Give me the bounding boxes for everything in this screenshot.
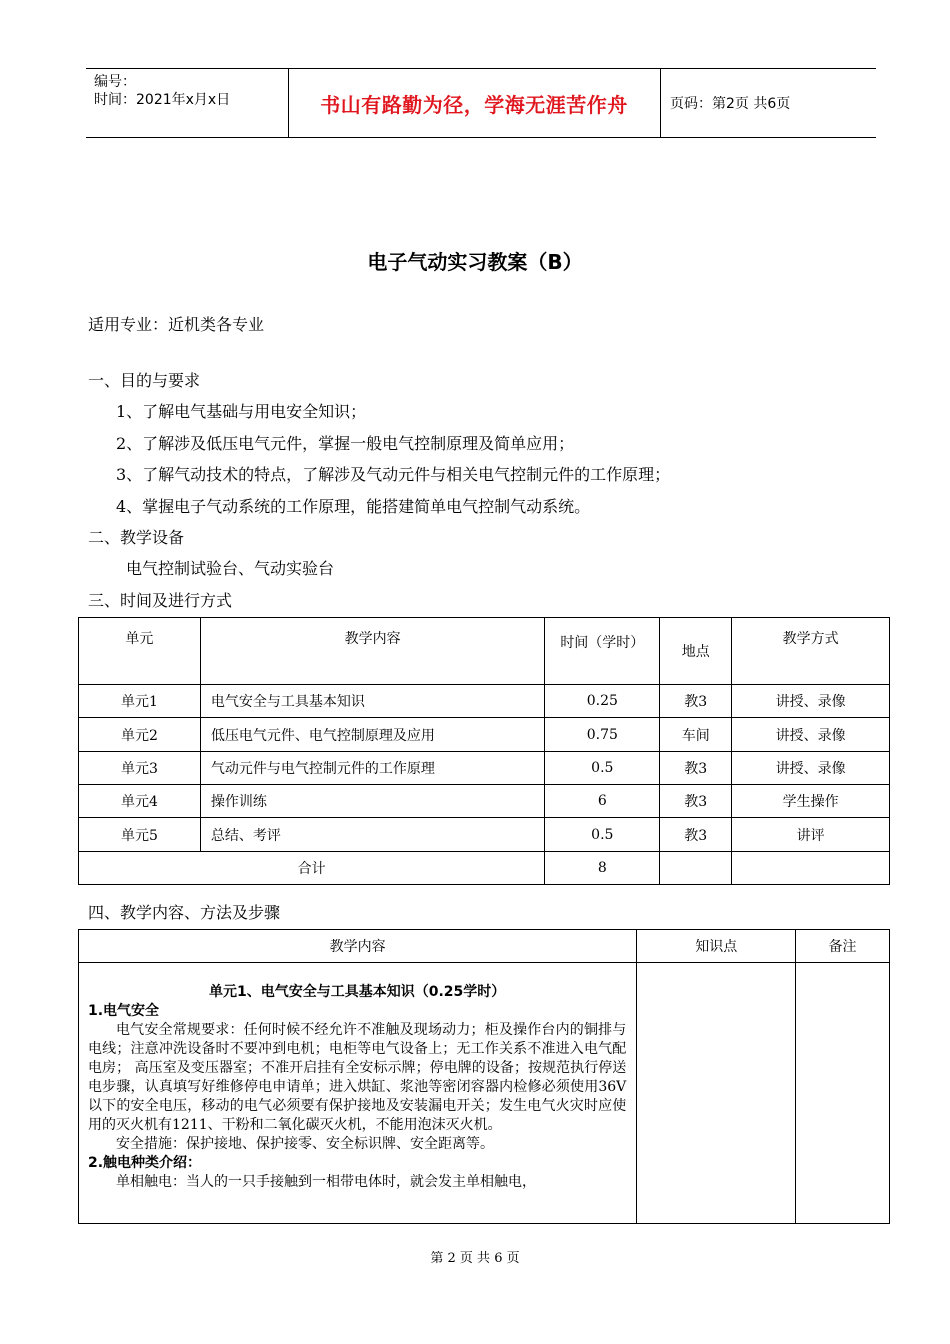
unit-title: 单元1、电气安全与工具基本知识（0.25学时） bbox=[209, 984, 506, 1000]
section-1-heading: 一、目的与要求 bbox=[88, 371, 201, 390]
unit-cell: 单元4 bbox=[79, 785, 201, 818]
column-header-content: 教学内容 bbox=[200, 618, 545, 685]
header-motto: 书山有路勤为径，学海无涯苦作舟 bbox=[320, 92, 628, 117]
content-cell bbox=[79, 963, 637, 1224]
table-row bbox=[79, 818, 890, 852]
place-cell: 车间 bbox=[660, 718, 732, 752]
place-cell: 教3 bbox=[660, 752, 732, 785]
content-cell: 电气安全与工具基本知识 bbox=[200, 685, 545, 718]
applicable-major: 适用专业：近机类各专业 bbox=[88, 315, 265, 334]
place-cell: 教3 bbox=[660, 818, 732, 852]
hours-cell: 0.75 bbox=[545, 718, 660, 752]
total-label: 合计 bbox=[79, 852, 545, 885]
empty-cell bbox=[660, 852, 732, 885]
subsection-title: 2.触电种类介绍： bbox=[88, 1155, 202, 1171]
place-cell: 教3 bbox=[660, 685, 732, 718]
table-row bbox=[79, 752, 890, 785]
table-row bbox=[79, 685, 890, 718]
document-title: 电子气动实习教案（B） bbox=[367, 250, 583, 274]
column-header-hours: 时间（学时） bbox=[545, 618, 660, 685]
teaching-content-table bbox=[78, 929, 890, 1224]
content-cell: 总结、考评 bbox=[200, 818, 545, 852]
method-cell: 讲授、录像 bbox=[732, 718, 890, 752]
paragraph: 安全措施：保护接地、保护接零、安全标识牌、安全距离等。 bbox=[116, 1136, 494, 1152]
content-cell: 气动元件与电气控制元件的工作原理 bbox=[200, 752, 545, 785]
column-header-place: 地点 bbox=[660, 618, 732, 685]
column-header-content: 教学内容 bbox=[79, 930, 637, 963]
unit-cell: 单元1 bbox=[79, 685, 201, 718]
unit-cell: 单元3 bbox=[79, 752, 201, 785]
total-hours: 8 bbox=[545, 852, 660, 885]
place-cell: 教3 bbox=[660, 785, 732, 818]
page-footer: 第 2 页 共 6 页 bbox=[430, 1251, 520, 1266]
goal-item-3: 3、了解气动技术的特点，了解涉及气动元件与相关电气控制元件的工作原理； bbox=[116, 465, 671, 484]
table-row bbox=[79, 785, 890, 818]
column-header-unit: 单元 bbox=[79, 618, 201, 685]
goal-item-4: 4、掌握电子气动系统的工作原理，能搭建简单电气控制气动系统。 bbox=[116, 497, 591, 516]
column-header-method: 教学方式 bbox=[732, 618, 890, 685]
subsection-title: 1.电气安全 bbox=[88, 1003, 160, 1019]
hours-cell: 6 bbox=[545, 785, 660, 818]
header-page-label: 页码：第2页 共6页 bbox=[670, 96, 791, 112]
hours-cell: 0.25 bbox=[545, 685, 660, 718]
knowledge-cell bbox=[637, 963, 796, 1224]
unit-cell: 单元2 bbox=[79, 718, 201, 752]
method-cell: 学生操作 bbox=[732, 785, 890, 818]
table-row bbox=[79, 963, 890, 1224]
goal-item-2: 2、了解涉及低压电气元件，掌握一般电气控制原理及简单应用； bbox=[116, 434, 575, 453]
total-row bbox=[79, 852, 890, 885]
empty-cell bbox=[732, 852, 890, 885]
number-label: 编号： bbox=[94, 74, 136, 90]
table-header-row bbox=[79, 930, 890, 963]
method-cell: 讲授、录像 bbox=[732, 685, 890, 718]
paragraph: 单相触电：当人的一只手接触到一相带电体时，就会发主单相触电， bbox=[116, 1174, 536, 1190]
time-label: 时间：2021年x月x日 bbox=[94, 92, 231, 108]
content-cell: 操作训练 bbox=[200, 785, 545, 818]
schedule-table bbox=[78, 617, 890, 885]
page-header bbox=[86, 68, 876, 138]
hours-cell: 0.5 bbox=[545, 752, 660, 785]
content-cell: 低压电气元件、电气控制原理及应用 bbox=[200, 718, 545, 752]
column-header-knowledge: 知识点 bbox=[637, 930, 796, 963]
table-header-row bbox=[79, 618, 890, 685]
header-meta bbox=[94, 73, 230, 109]
goal-item-1: 1、了解电气基础与用电安全知识； bbox=[116, 402, 367, 421]
method-cell: 讲评 bbox=[732, 818, 890, 852]
hours-cell: 0.5 bbox=[545, 818, 660, 852]
equipment-text: 电气控制试验台、气动实验台 bbox=[126, 559, 335, 578]
section-3-heading: 三、时间及进行方式 bbox=[88, 591, 233, 610]
section-2-heading: 二、教学设备 bbox=[88, 528, 185, 547]
method-cell: 讲授、录像 bbox=[732, 752, 890, 785]
paragraph: 电气安全常规要求：任何时候不经允许不准触及现场动力；柜及操作台内的铜排与电线；注意冲洗设备时不要冲到电机；电柜等电气设备上；无工作关系不准进入电气配电房； 高压室及变压器室；不准开启挂有全安标示牌；停电牌的设备；按规范执行停送电步骤，认真填写好维修停电申请单；进入烘缸、浆池等密闭容器内检修必须使用36V以下的安全电压，移动的电气必须要有保护接地及安装漏电开关；发生电气火灾时应使用的灭火机有1211、干粉和二氧化碳灭火机，不能用泡沫灭火机。 bbox=[88, 1022, 627, 1133]
column-header-remarks: 备注 bbox=[796, 930, 890, 963]
remarks-cell bbox=[796, 963, 890, 1224]
table-row bbox=[79, 718, 890, 752]
header-divider bbox=[660, 69, 661, 137]
unit-cell: 单元5 bbox=[79, 818, 201, 852]
section-4-heading: 四、教学内容、方法及步骤 bbox=[88, 903, 281, 922]
